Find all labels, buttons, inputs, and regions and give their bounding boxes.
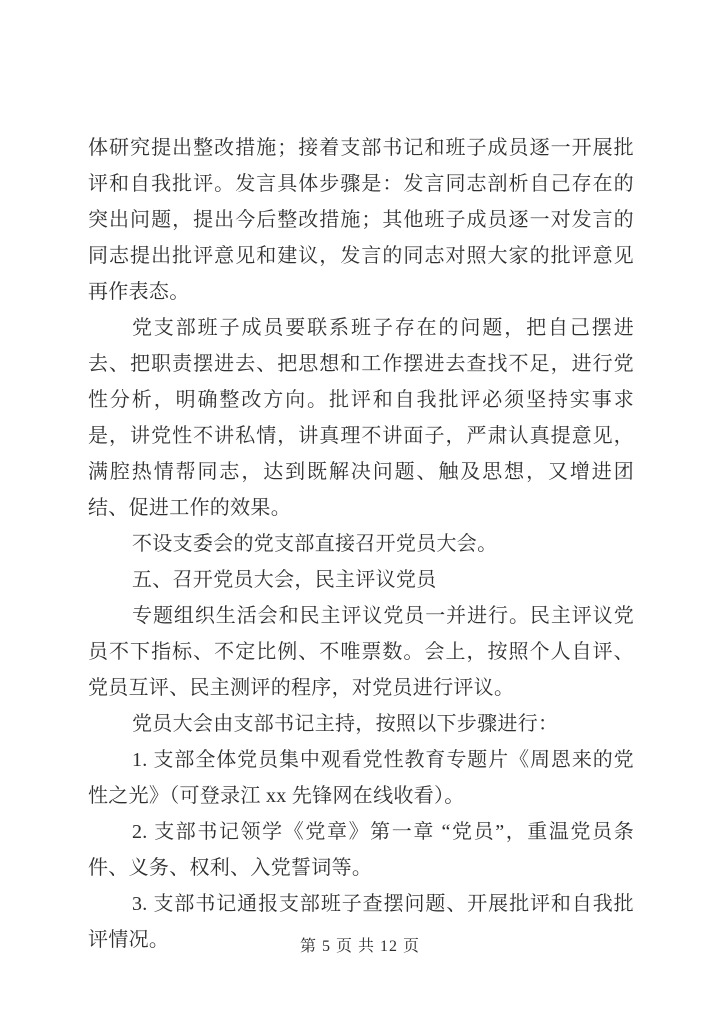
page-footer: 第 5 页 共 12 页	[299, 938, 420, 955]
paragraph: 体研究提出整改措施；接着支部书记和班子成员逐一开展批评和自我批评。发言具体步骤是：发言同志剖析自己存在的突出问题，提出今后整改措施；其他班子成员逐一对发言的同志提出批评意见和建议，发言的同志对照大家的批评意见再作表态。	[88, 137, 634, 303]
paragraph: 不设支委会的党支部直接召开党员大会。	[132, 533, 498, 555]
numbered-item: 3. 支部书记通报支部班子查摆问题、开展批评和自我批评情况。	[88, 893, 634, 951]
document-body	[88, 130, 634, 958]
section-heading: 五、召开党员大会，民主评议党员	[132, 569, 437, 591]
paragraph: 专题组织生活会和民主评议党员一并进行。民主评议党员不下指标、不定比例、不唯票数。会上，按照个人自评、党员互评、民主测评的程序，对党员进行评议。	[88, 605, 634, 699]
numbered-item: 1. 支部全体党员集中观看党性教育专题片《周恩来的党性之光》（可登录江 xx 先锋网在线收看）。	[88, 749, 634, 807]
paragraph: 党支部班子成员要联系班子存在的问题，把自己摆进去、把职责摆进去、把思想和工作摆进去查找不足，进行党性分析，明确整改方向。批评和自我批评必须坚持实事求是，讲党性不讲私情，讲真理不讲面子，严肃认真提意见，满腔热情帮同志，达到既解决问题、触及思想，又增进团结、促进工作的效果。	[88, 317, 634, 519]
paragraph: 党员大会由支部书记主持，按照以下步骤进行：	[132, 713, 559, 735]
numbered-item: 2. 支部书记领学《党章》第一章 “党员”，重温党员条件、义务、权利、入党誓词等。	[88, 821, 634, 879]
